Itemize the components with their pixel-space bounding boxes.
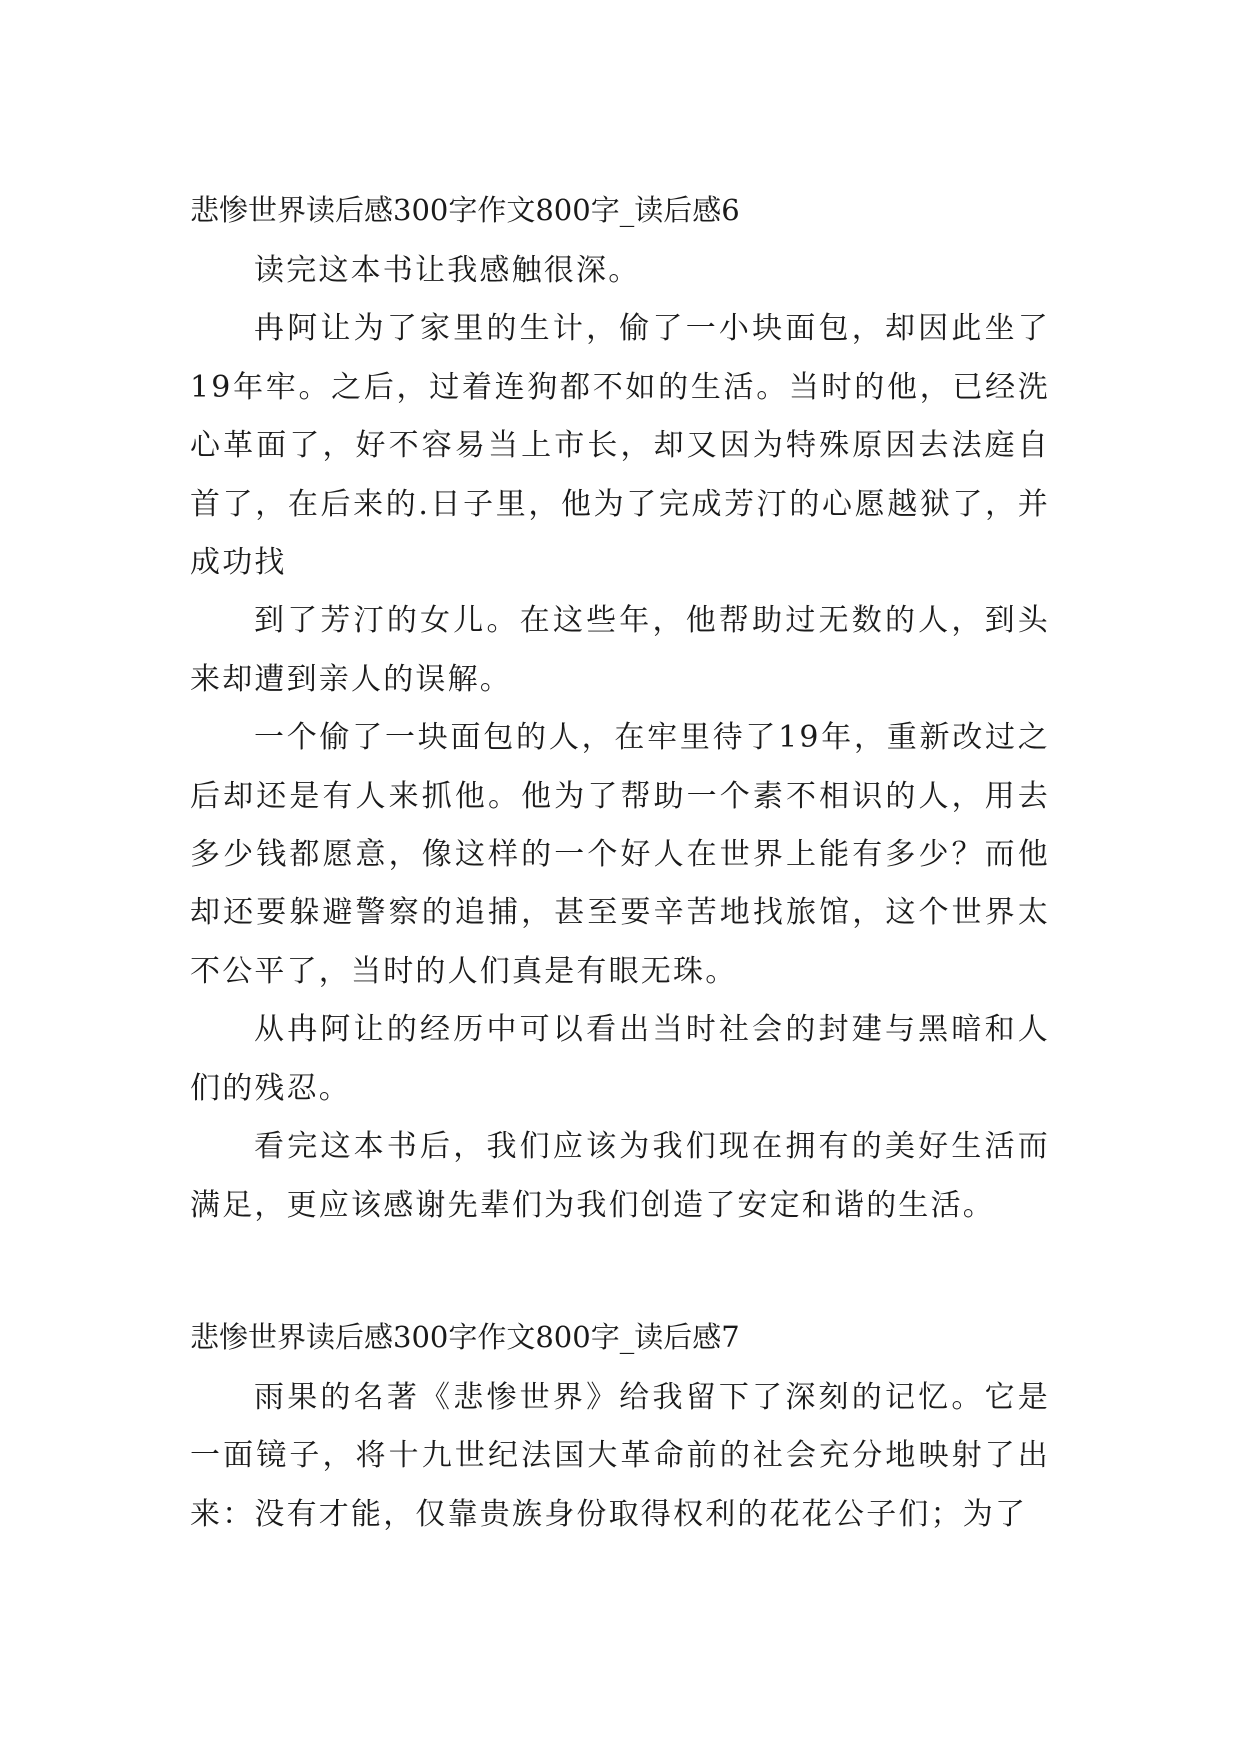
paragraph: 读完这本书让我感触很深。 (254, 253, 641, 288)
paragraph: 看完这本书后，我们应该为我们现在拥有的美好生活而满足，更应该感谢先辈们为我们创造了安定和谐的生活。 (190, 1129, 1050, 1223)
paragraph: 从冉阿让的经历中可以看出当时社会的封建与黑暗和人们的残忍。 (190, 1012, 1050, 1106)
essay-section-6 (190, 190, 1050, 1235)
section-heading: 悲惨世界读后感300字作文800字_读后感6 (190, 193, 740, 227)
paragraph: 冉阿让为了家里的生计，偷了一小块面包，却因此坐了19年牢。之后，过着连狗都不如的生活。当时的他，已经洗心革面了，好不容易当上市长，却又因为特殊原因去法庭自首了，在后来的.日子里，他为了完成芳汀的心愿越狱了，并成功找 (190, 311, 1050, 581)
paragraph: 一个偷了一块面包的人，在牢里待了19年，重新改过之后却还是有人来抓他。他为了帮助一个素不相识的人，用去多少钱都愿意，像这样的一个好人在世界上能有多少？而他却还要躲避警察的追捕，甚至要辛苦地找旅馆，这个世界太不公平了，当时的人们真是有眼无珠。 (190, 720, 1050, 989)
paragraph: 到了芳汀的女儿。在这些年，他帮助过无数的人，到头来却遭到亲人的误解。 (190, 603, 1050, 697)
document-page (190, 190, 1050, 1544)
paragraph: 雨果的名著《悲惨世界》给我留下了深刻的记忆。它是一面镜子，将十九世纪法国大革命前的社会充分地映射了出来：没有才能，仅靠贵族身份取得权利的花花公子们；为了 (190, 1379, 1050, 1532)
section-heading: 悲惨世界读后感300字作文800字_读后感7 (190, 1319, 740, 1354)
essay-section-7 (190, 1317, 1050, 1544)
